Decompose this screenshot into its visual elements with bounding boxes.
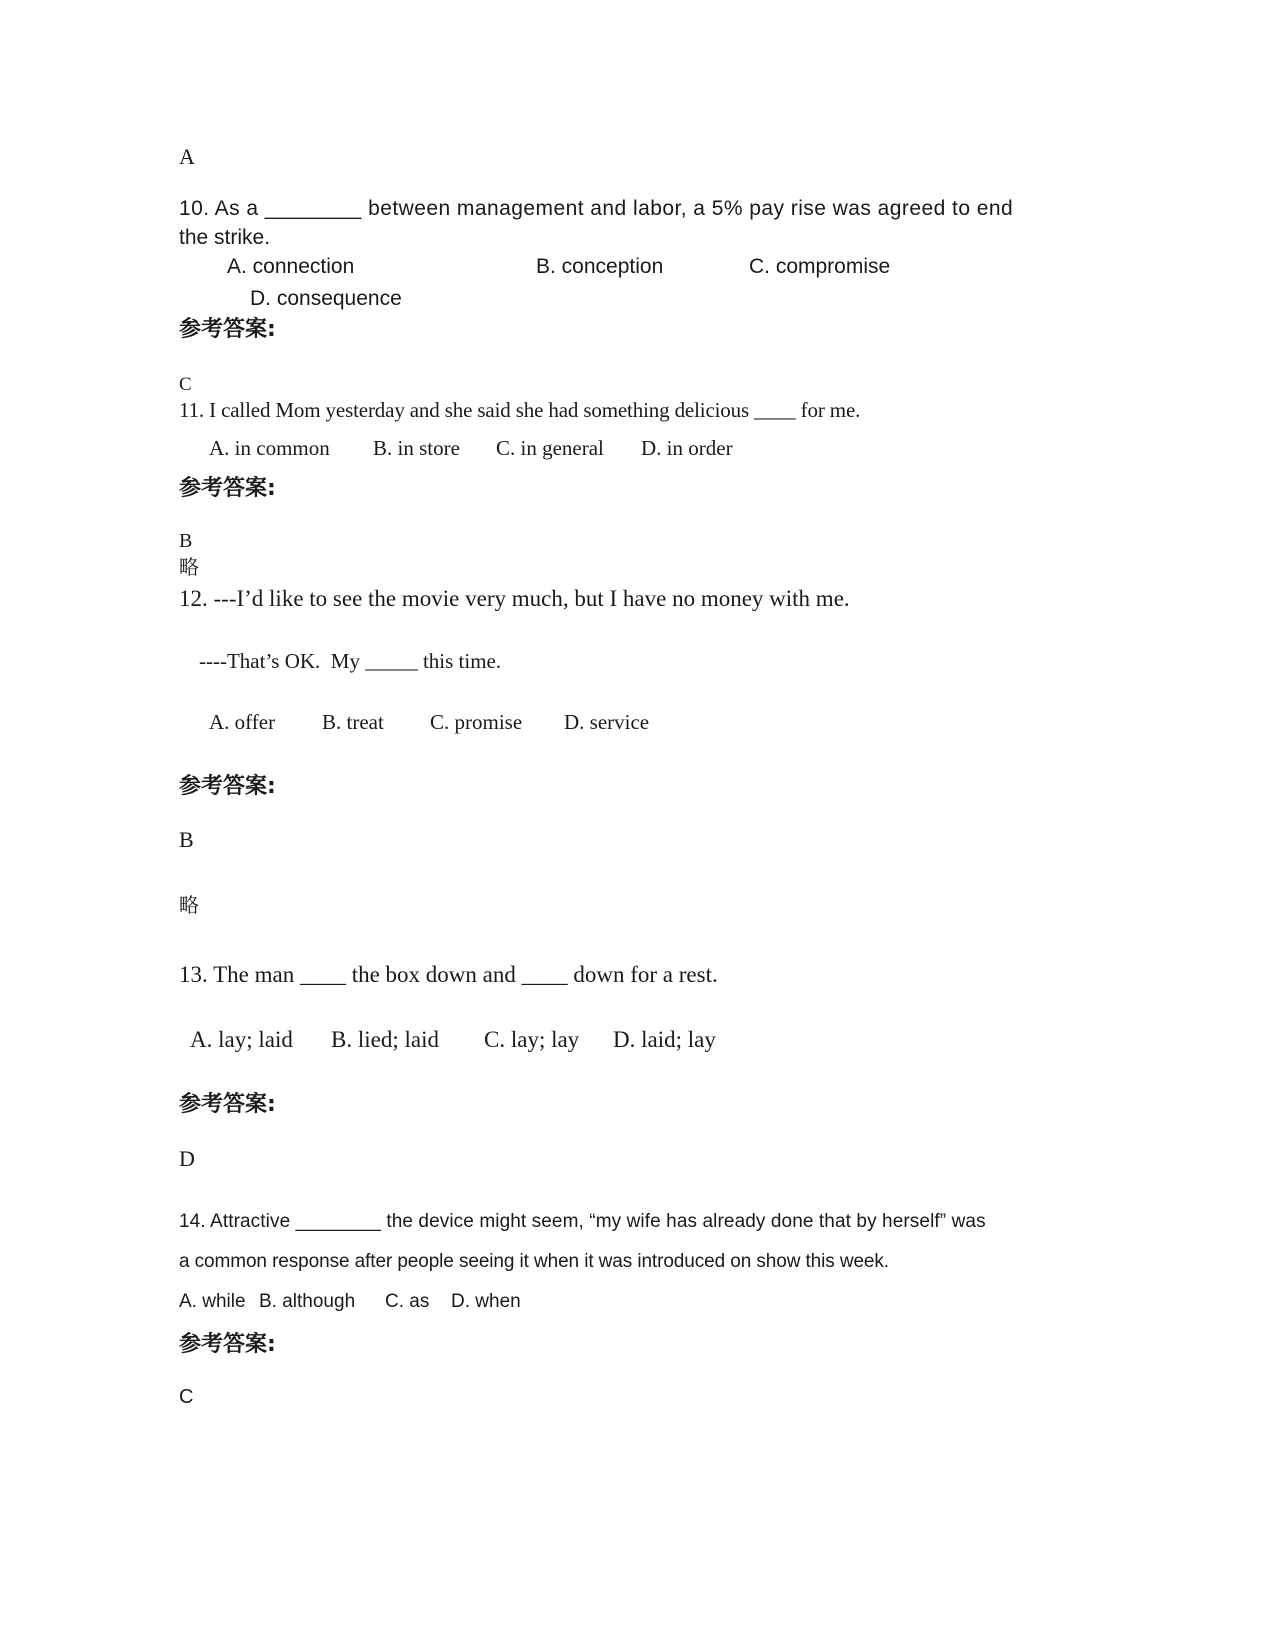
question-12-answer: B [179,827,194,852]
question-11-option-c: C. in general [496,436,604,460]
question-14-answer: C [179,1386,194,1408]
question-11-answer: B [179,530,193,552]
question-11-stem: 11. I called Mom yesterday and she said she had something delicious ____ for me. [179,398,861,422]
question-13-answer: D [179,1146,195,1171]
question-14-option-d: D. when [451,1291,521,1312]
question-13-stem: 13. The man ____ the box down and ____ down for a rest. [179,962,718,987]
question-10-answer-heading: 参考答案: [179,317,276,342]
question-12-option-d: D. service [564,710,650,734]
question-11-note: 略 [179,555,199,579]
question-14-answer-heading: 参考答案: [179,1332,276,1357]
question-12-option-a: A. offer [209,710,276,734]
question-13-option-d: D. laid; lay [613,1027,716,1052]
question-11-answer-heading: 参考答案: [179,476,276,501]
question-14-stem-line-2: a common response after people seeing it when it was introduced on show this week. [179,1251,889,1272]
question-10-option-c: C. compromise [749,255,891,278]
question-12-stem-line-2: ----That’s OK. My _____ this time. [199,649,502,673]
question-13-option-c: C. lay; lay [484,1027,580,1052]
question-10-option-a: A. connection [227,255,355,278]
question-12-stem-line-1: 12. ---I’d like to see the movie very much, but I have no money with me. [179,586,850,611]
question-14-option-c: C. as [385,1291,430,1312]
question-11-option-a: A. in common [209,436,330,460]
question-10-stem-line-2: the strike. [179,226,271,249]
previous-answer: A [179,144,195,169]
question-12-option-c: C. promise [430,710,523,734]
question-11-option-d: D. in order [641,436,733,460]
question-12-option-b: B. treat [322,710,384,734]
question-12-note: 略 [179,893,199,917]
question-14-option-a: A. while [179,1291,246,1312]
question-13-option-a: A. lay; laid [190,1027,293,1052]
question-10-stem-line-1: 10. As a ________ between management and labor, a 5% pay rise was agreed to end [179,197,1014,220]
question-12-answer-heading: 参考答案: [179,774,276,799]
question-13-option-b: B. lied; laid [331,1027,439,1052]
question-14-option-b: B. although [259,1291,356,1312]
question-10-option-d: D. consequence [250,287,402,310]
question-10-option-b: B. conception [536,255,664,278]
question-11-option-b: B. in store [373,436,460,460]
question-13-answer-heading: 参考答案: [179,1092,276,1117]
question-14-stem-line-1: 14. Attractive ________ the device might seem, “my wife has already done that by herself” was [179,1211,986,1232]
question-10-answer: C [179,374,192,395]
